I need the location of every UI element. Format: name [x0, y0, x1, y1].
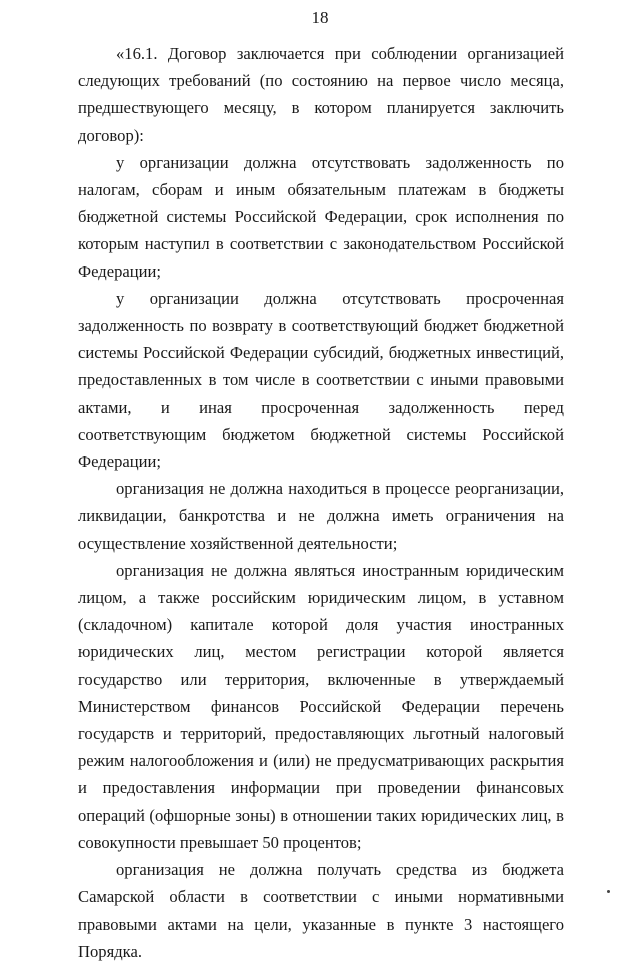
paragraph-16-1-intro: «16.1. Договор заключается при соблюдении организацией следующих требований (по состоянию на первое число месяца, предшествующего месяцу, в котором планируется заключить договор):	[78, 44, 564, 145]
paragraph-tax-debt: у организации должна отсутствовать задолженность по налогам, сборам и иным обязательным платежам в бюджеты бюджетной системы Российской Федерации, срок исполнения по которым наступил в соответствии с законодательством Российской Федерации;	[78, 152, 564, 281]
document-body	[78, 40, 564, 965]
page-number: 18	[311, 8, 329, 27]
paragraph-reorganization: организация не должна находиться в процессе реорганизации, ликвидации, банкротства и не должна иметь ограничения на осуществление хозяйственной деятельности;	[78, 479, 564, 553]
scan-dot-mark	[607, 890, 610, 893]
paragraph-foreign-entity: организация не должна являться иностранным юридическим лицом, а также российским юридическим лицом, в уставном (складочном) капитале которой доля участия иностранных юридических лиц, местом регистрации которой является государство или территория, включенные в утверждаемый Министерством финансов Российской Федерации перечень государств и территорий, предоставляющих льготный налоговый режим налогообложения и (или) не предусматривающих раскрытия и предоставления информации при проведении финансовых операций (офшорные зоны) в отношении таких юридических лиц, в совокупности превышает 50 процентов;	[78, 560, 564, 852]
paragraph-other-funding: организация не должна получать средства из бюджета Самарской области в соответствии с иными нормативными правовыми актами на цели, указанные в пункте 3 настоящего Порядка.	[78, 860, 564, 961]
paragraph-overdue-debt: у организации должна отсутствовать просроченная задолженность по возврату в соответствующий бюджет бюджетной системы Российской Федерации субсидий, бюджетных инвестиций, предоставленных в том числе в соответствии с иными правовыми актами, и иная просроченная задолженность перед соответствующим бюджетом бюджетной системы Российской Федерации;	[78, 288, 564, 472]
